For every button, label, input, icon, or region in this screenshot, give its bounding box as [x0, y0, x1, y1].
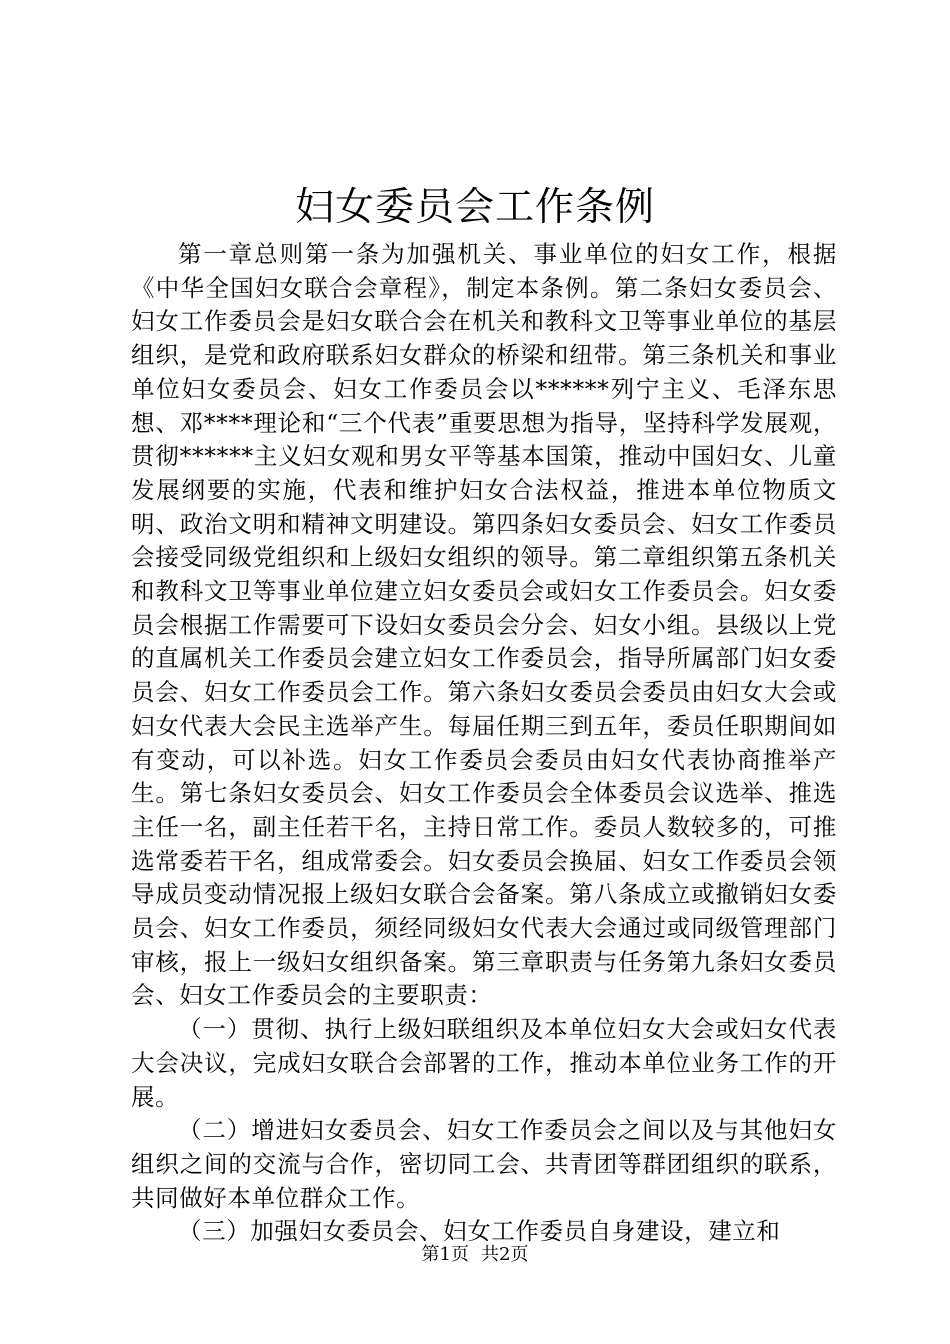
page-number: 第1页 [421, 1244, 469, 1265]
document-title: 妇女委员会工作条例 [294, 185, 655, 230]
document-body [131, 238, 837, 1249]
page-footer [0, 1243, 950, 1267]
body-paragraph: （一）贯彻、执行上级妇联组织及本单位妇女大会或妇女代表大会决议，完成妇女联合会部署的工作，推动本单位业务工作的开展。 [131, 1015, 837, 1111]
page-total: 共2页 [481, 1244, 529, 1265]
body-paragraph: （二）增进妇女委员会、妇女工作委员会之间以及与其他妇女组织之间的交流与合作，密切同工会、共青团等群团组织的联系，共同做好本单位群众工作。 [131, 1116, 837, 1212]
body-paragraph: （三）加强妇女委员会、妇女工作委员自身建设，建立和 [178, 1217, 781, 1246]
body-paragraph: 第一章总则第一条为加强机关、事业单位的妇女工作，根据《中华全国妇女联合会章程》，制定本条例。第二条妇女委员会、妇女工作委员会是妇女联合会在机关和教科文卫等事业单位的基层组织，是党和政府联系妇女群众的桥梁和纽带。第三条机关和事业单位妇女委员会、妇女工作委员会以******列宁主义、毛泽东思想、邓****理论和“三个代表”重要思想为指导，坚持科学发展观，贯彻******主义妇女观和男女平等基本国策，推动中国妇女、儿童发展纲要的实施，代表和维护妇女合法权益，推进本单位物质文明、政治文明和精神文明建设。第四条妇女委员会、妇女工作委员会接受同级党组织和上级妇女组织的领导。第二章组织第五条机关和教科文卫等事业单位建立妇女委员会或妇女工作委员会。妇女委员会根据工作需要可下设妇女委员会分会、妇女小组。县级以上党的直属机关工作委员会建立妇女工作委员会，指导所属部门妇女委员会、妇女工作委员会工作。第六条妇女委员会委员由妇女大会或妇女代表大会民主选举产生。每届任期三到五年，委员任职期间如有变动，可以补选。妇女工作委员会委员由妇女代表协商推举产生。第七条妇女委员会、妇女工作委员会全体委员会议选举、推选主任一名，副主任若干名，主持日常工作。委员人数较多的，可推选常委若干名，组成常委会。妇女委员会换届、妇女工作委员会领导成员变动情况报上级妇女联合会备案。第八条成立或撤销妇女委员会、妇女工作委员，须经同级妇女代表大会通过或同级管理部门审核，报上一级妇女组织备案。第三章职责与任务第九条妇女委员会、妇女工作委员会的主要职责： [131, 240, 837, 1010]
